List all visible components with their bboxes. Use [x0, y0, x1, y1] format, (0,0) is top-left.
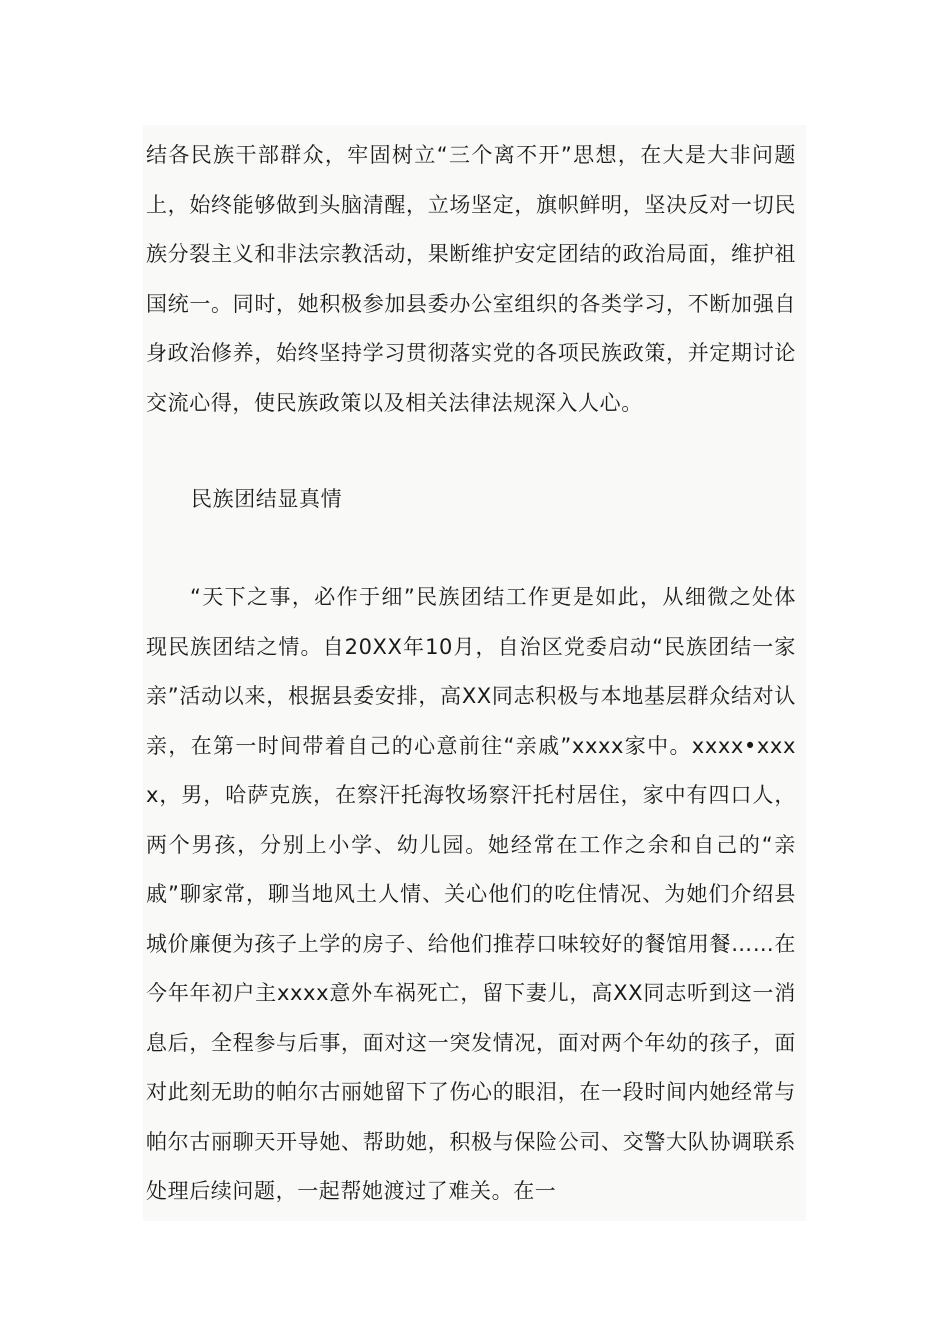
section-heading: 民族团结显真情: [191, 487, 343, 511]
body-paragraph-2: “天下之事，必作于细”民族团结工作更是如此，从细微之处体现民族团结之情。自20XX年10月，自治区党委启动“民族团结一家亲”活动以来，根据县委安排，高XX同志积极与本地基层群众结对认亲，在第一时间带着自己的心意前往“亲戚”xxxx家中。xxxx•xxxx，男，哈萨克族，在察汗托海牧场察汗托村居住，家中有四口人，两个男孩，分别上小学、幼儿园。她经常在工作之余和自己的“亲戚”聊家常，聊当地风土人情、关心他们的吃住情况、为她们介绍县城价廉便为孩子上学的房子、给他们推荐口味较好的餐馆用餐……在今年年初户主xxxx意外车祸死亡，留下妻儿，高XX同志听到这一消息后，全程参与后事，面对这一突发情况，面对两个年幼的孩子，面对此刻无助的帕尔古丽她留下了伤心的眼泪，在一段时间内她经常与帕尔古丽聊天开导她、帮助她，积极与保险公司、交警大队协调联系处理后续问题，一起帮她渡过了难关。在一: [146, 585, 796, 1203]
body-paragraph-1: 结各民族干部群众，牢固树立“三个离不开”思想，在大是大非问题上，始终能够做到头脑清醒，立场坚定，旗帜鲜明，坚决反对一切民族分裂主义和非法宗教活动，果断维护安定团结的政治局面，维护祖国统一。同时，她积极参加县委办公室组织的各类学习，不断加强自身政治修养，始终坚持学习贯彻落实党的各项民族政策，并定期讨论交流心得，使民族政策以及相关法律法规深入人心。: [146, 143, 796, 415]
document-page: [143, 125, 806, 1221]
